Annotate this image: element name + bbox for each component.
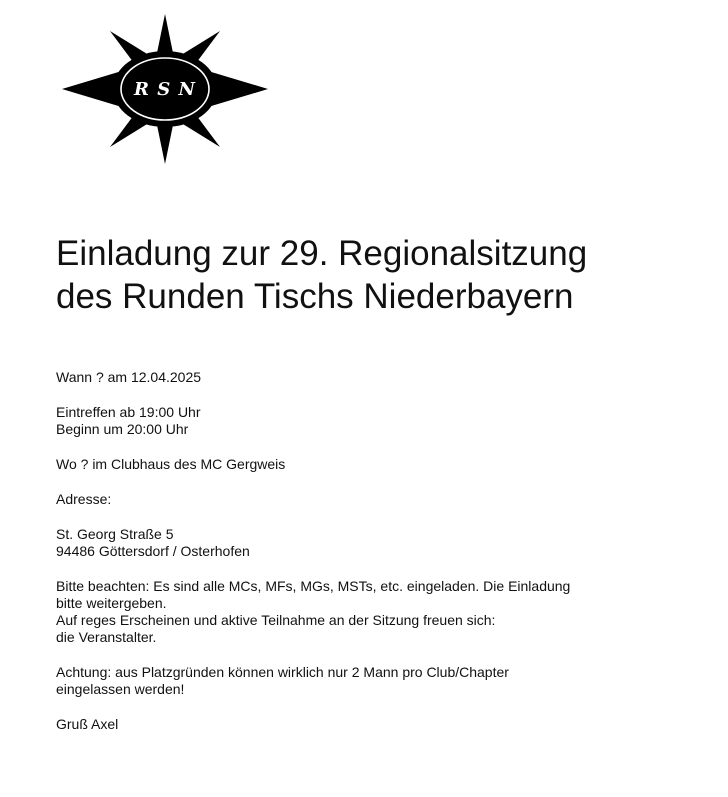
arrival-time: Eintreffen ab 19:00 Uhr bbox=[56, 404, 201, 420]
time-paragraph bbox=[56, 404, 676, 438]
spacer bbox=[56, 386, 676, 404]
address-label-paragraph bbox=[56, 491, 676, 508]
invitation-body bbox=[56, 369, 676, 733]
address-label: Adresse: bbox=[56, 491, 112, 507]
notice-line-2: bitte weitergeben. bbox=[56, 595, 167, 611]
notice-paragraph bbox=[56, 578, 676, 646]
spacer bbox=[56, 473, 676, 491]
attention-paragraph bbox=[56, 664, 676, 698]
start-time: Beginn um 20:00 Uhr bbox=[56, 421, 189, 437]
spacer bbox=[56, 438, 676, 456]
spacer bbox=[56, 698, 676, 716]
spacer bbox=[56, 508, 676, 526]
when-paragraph bbox=[56, 369, 676, 386]
location-line: Wo ? im Clubhaus des MC Gergweis bbox=[56, 456, 286, 472]
spacer bbox=[56, 646, 676, 664]
where-paragraph bbox=[56, 456, 676, 473]
date-line: Wann ? am 12.04.2025 bbox=[56, 369, 202, 385]
spacer bbox=[56, 560, 676, 578]
title-line-1: Einladung zur 29. Regionalsitzung bbox=[56, 234, 588, 273]
notice-line-1: Bitte beachten: Es sind alle MCs, MFs, MGs, MSTs, etc. eingeladen. Die Einladung bbox=[56, 578, 571, 594]
title-line-2: des Runden Tischs Niederbayern bbox=[56, 277, 574, 316]
attention-line-2: eingelassen werden! bbox=[56, 681, 185, 697]
logo-letters: R S N bbox=[134, 79, 196, 100]
invitation-title bbox=[56, 232, 696, 318]
closing-paragraph bbox=[56, 716, 676, 733]
notice-line-4: die Veranstalter. bbox=[56, 629, 157, 645]
attention-line-1: Achtung: aus Platzgründen können wirklich nur 2 Mann pro Club/Chapter bbox=[56, 664, 509, 680]
address-paragraph bbox=[56, 526, 676, 560]
address-street: St. Georg Straße 5 bbox=[56, 526, 174, 542]
notice-line-3: Auf reges Erscheinen und aktive Teilnahme an der Sitzung freuen sich: bbox=[56, 612, 496, 628]
sun-emblem bbox=[62, 14, 268, 164]
rsn-sun-logo bbox=[62, 14, 268, 164]
address-city: 94486 Göttersdorf / Osterhofen bbox=[56, 543, 250, 559]
signature: Gruß Axel bbox=[56, 716, 119, 732]
